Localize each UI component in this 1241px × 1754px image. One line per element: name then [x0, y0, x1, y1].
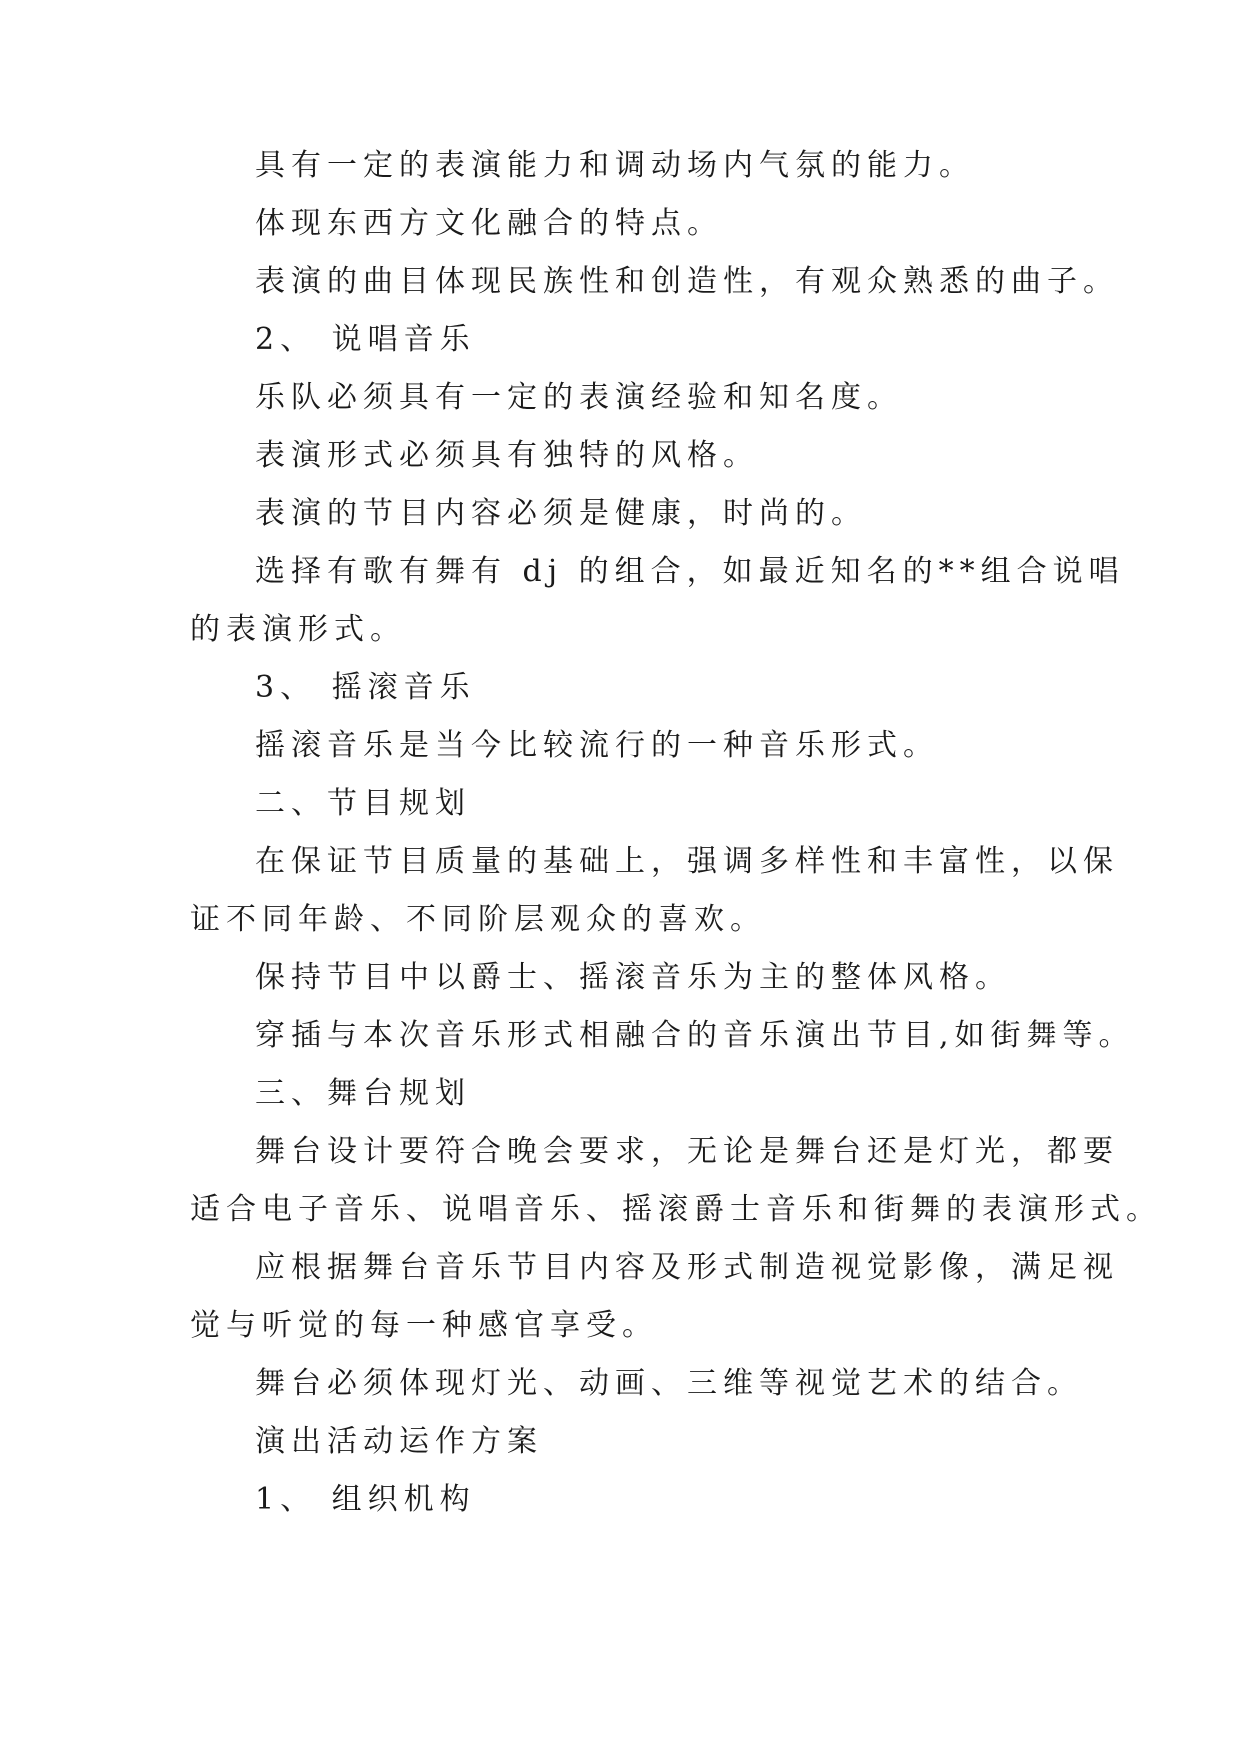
- paragraph-line: 觉与听觉的每一种感官享受。: [190, 1308, 658, 1343]
- paragraph-line: 表演的节目内容必须是健康，时尚的。: [255, 496, 867, 531]
- paragraph-line: 具有一定的表演能力和调动场内气氛的能力。: [255, 148, 975, 183]
- section-heading: 3、 摇滚音乐: [255, 670, 476, 705]
- paragraph-line: 应根据舞台音乐节目内容及形式制造视觉影像，满足视: [255, 1250, 1119, 1285]
- section-heading: 二、节目规划: [255, 786, 471, 821]
- paragraph-line: 适合电子音乐、说唱音乐、摇滚爵士音乐和街舞的表演形式。: [190, 1192, 1162, 1227]
- paragraph-line: 舞台设计要符合晚会要求，无论是舞台还是灯光，都要: [255, 1134, 1119, 1169]
- paragraph-line: 选择有歌有舞有 dj 的组合，如最近知名的**组合说唱: [255, 554, 1125, 589]
- paragraph-line: 证不同年龄、不同阶层观众的喜欢。: [190, 902, 766, 937]
- paragraph-line: 体现东西方文化融合的特点。: [255, 206, 723, 241]
- section-heading: 演出活动运作方案: [255, 1424, 543, 1459]
- paragraph-line: 乐队必须具有一定的表演经验和知名度。: [255, 380, 903, 415]
- paragraph-line: 摇滚音乐是当今比较流行的一种音乐形式。: [255, 728, 939, 763]
- paragraph-line: 表演形式必须具有独特的风格。: [255, 438, 759, 473]
- section-heading: 1、 组织机构: [255, 1482, 476, 1517]
- section-heading: 三、舞台规划: [255, 1076, 471, 1111]
- paragraph-line: 的表演形式。: [190, 612, 406, 647]
- paragraph-line: 穿插与本次音乐形式相融合的音乐演出节目,如街舞等。: [255, 1018, 1135, 1053]
- section-heading: 2、 说唱音乐: [255, 322, 476, 357]
- paragraph-line: 舞台必须体现灯光、动画、三维等视觉艺术的结合。: [255, 1366, 1083, 1401]
- paragraph-line: 表演的曲目体现民族性和创造性，有观众熟悉的曲子。: [255, 264, 1119, 299]
- paragraph-line: 保持节目中以爵士、摇滚音乐为主的整体风格。: [255, 960, 1011, 995]
- paragraph-line: 在保证节目质量的基础上，强调多样性和丰富性，以保: [255, 844, 1119, 879]
